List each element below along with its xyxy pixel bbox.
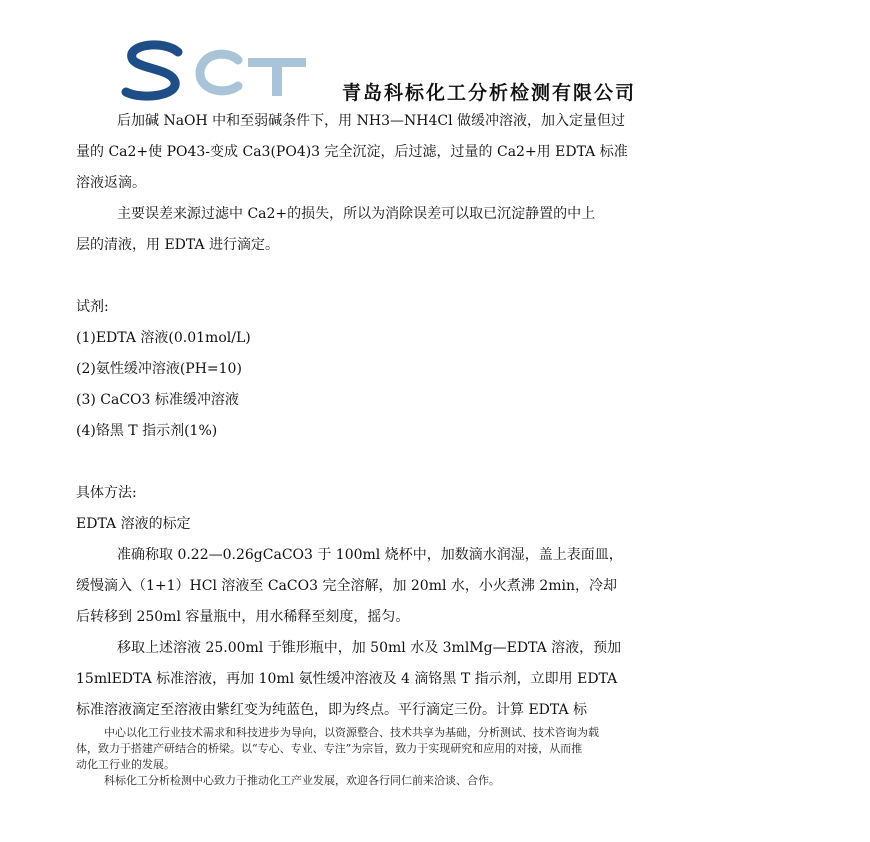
footer-line-2: 体，致力于搭建产研结合的桥梁。以“专心、专业、专注”为宗旨，致力于实现研究和应用的对接，从而推 <box>76 742 583 755</box>
method-title: 具体方法: <box>76 485 137 501</box>
letterhead <box>120 38 780 108</box>
company-name: 青岛科标化工分析检测有限公司 <box>342 82 637 104</box>
paragraph-4-line-2: 15mlEDTA 标准溶液，再加 10ml 氨性缓冲溶液及 4 滴铬黑 T 指示剂，立即用 EDTA <box>76 671 618 687</box>
spacer <box>76 261 800 292</box>
paragraph-2-line-2: 层的清液，用 EDTA 进行滴定。 <box>76 237 280 253</box>
paragraph-2-line-1: 主要误差来源过滤中 Ca2+的损失，所以为消除误差可以取已沉淀静置的中上 <box>117 206 596 222</box>
paragraph-3-line-3: 后转移到 250ml 容量瓶中，用水稀释至刻度，摇匀。 <box>76 609 410 625</box>
paragraph-3-line-2: 缓慢滴入（1+1）HCl 溶液至 CaCO3 完全溶解，加 20ml 水，小火煮沸 2min，冷却 <box>76 578 618 594</box>
footer-line-1: 中心以化工行业技术需求和科技进步为导向，以资源整合、技术共享为基础，分析测试、技术咨询为载 <box>104 726 599 739</box>
footer-line-3: 动化工行业的发展。 <box>76 758 175 771</box>
calibration-title: EDTA 溶液的标定 <box>76 516 191 532</box>
sct-logo <box>120 38 320 108</box>
footer-line-4: 科标化工分析检测中心致力于推动化工产业发展，欢迎各行同仁前来洽谈、合作。 <box>104 774 500 787</box>
reagent-item: (2)氨性缓冲溶液(PH=10) <box>76 361 242 377</box>
document-body <box>76 106 800 726</box>
reagent-item: (3) CaCO3 标准缓冲溶液 <box>76 392 239 408</box>
paragraph-4-line-3: 标准溶液滴定至溶液由紫红变为纯蓝色，即为终点。平行滴定三份。计算 EDTA 标 <box>76 702 588 718</box>
footer <box>76 725 800 789</box>
paragraph-1-line-2: 量的 Ca2+使 PO43-变成 Ca3(PO4)3 完全沉淀，后过滤，过量的 Ca2+用 EDTA 标准 <box>76 144 628 160</box>
paragraph-1-line-3: 溶液返滴。 <box>76 175 146 191</box>
paragraph-4-line-1: 移取上述溶液 25.00ml 于锥形瓶中，加 50ml 水及 3mlMg—EDTA 溶液，预加 <box>117 640 622 656</box>
spacer <box>76 447 800 478</box>
reagents-title: 试剂: <box>76 299 109 315</box>
paragraph-3-line-1: 准确称取 0.22—0.26gCaCO3 于 100ml 烧杯中，加数滴水润湿，盖上表面皿， <box>117 547 623 563</box>
reagent-item: (1)EDTA 溶液(0.01mol/L) <box>76 330 251 346</box>
reagent-item: (4)铬黑 T 指示剂(1%) <box>76 423 218 439</box>
paragraph-1-line-1: 后加碱 NaOH 中和至弱碱条件下，用 NH3—NH4Cl 做缓冲溶液，加入定量但过 <box>117 113 626 129</box>
